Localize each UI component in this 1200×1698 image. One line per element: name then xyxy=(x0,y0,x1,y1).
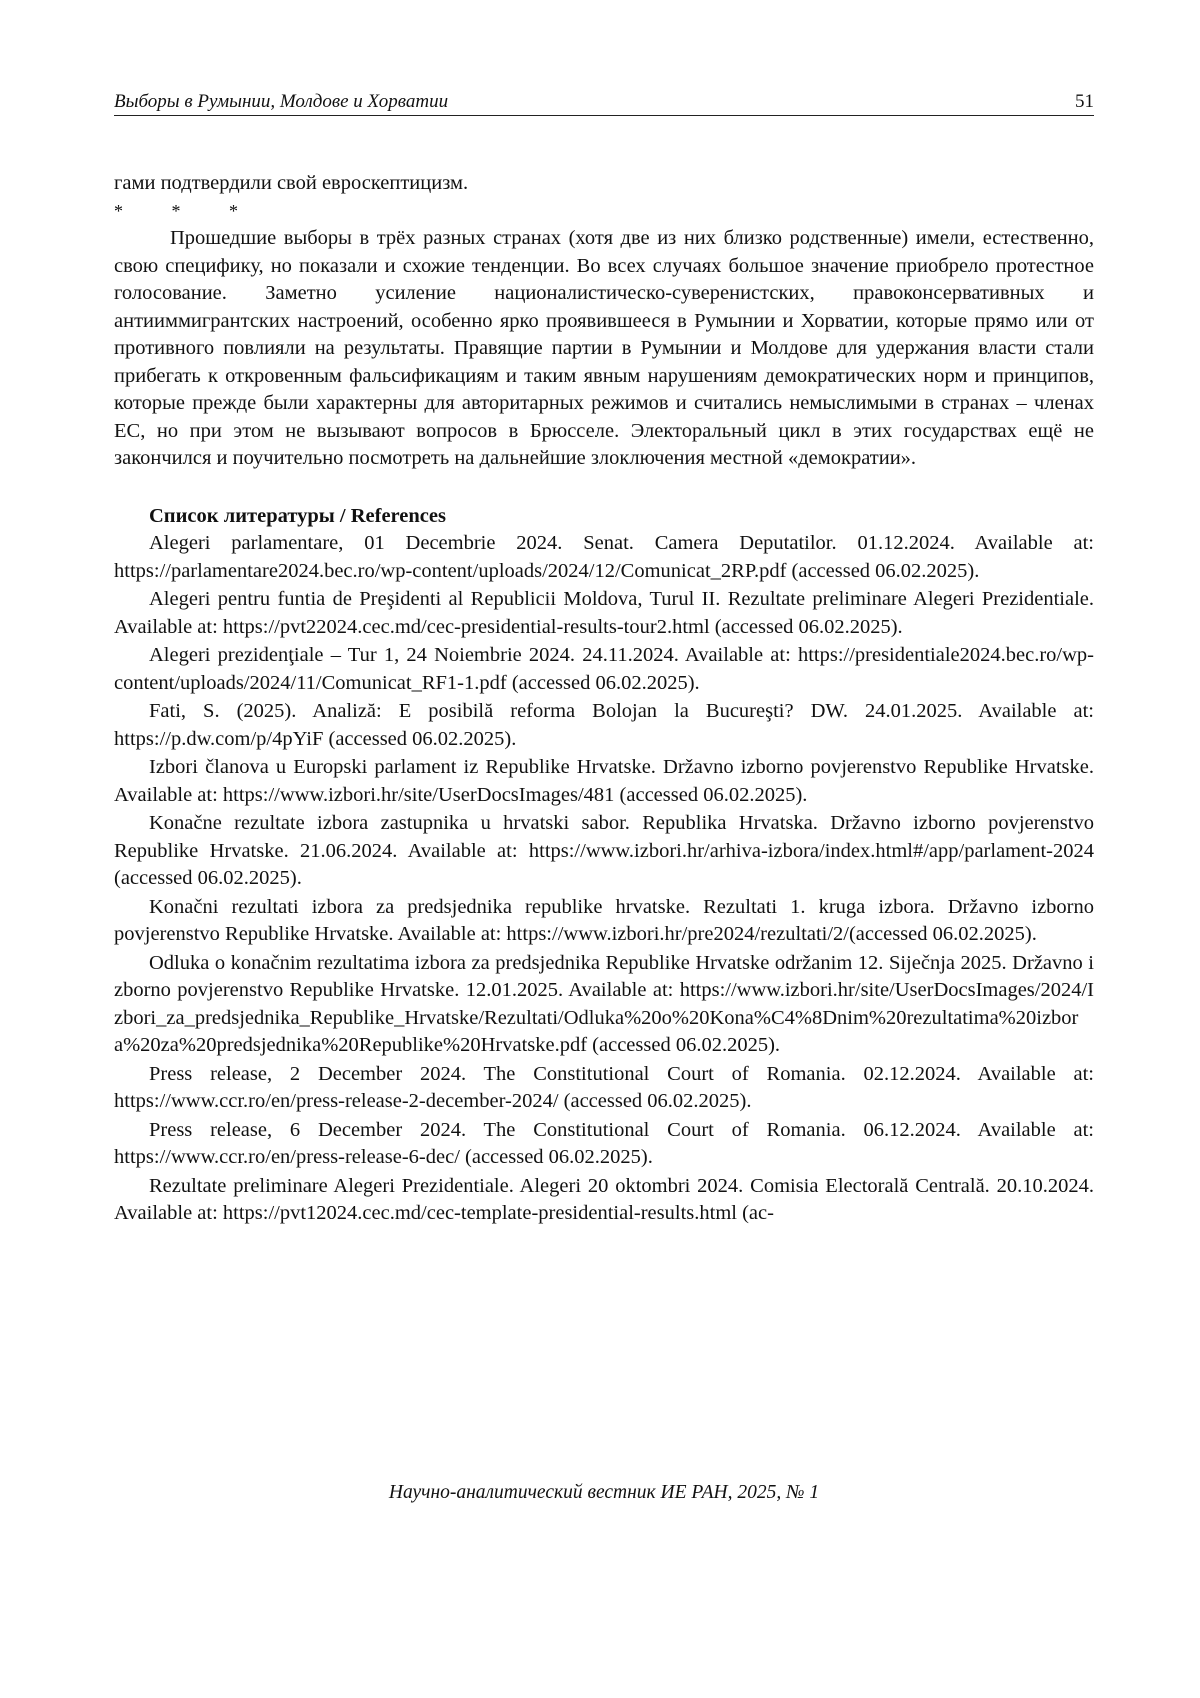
references-heading: Список литературы / References xyxy=(149,504,446,527)
running-header-title: Выборы в Румынии, Молдове и Хорватии xyxy=(114,91,449,112)
page-number: 51 xyxy=(1075,91,1094,112)
body-text xyxy=(114,170,1094,1229)
reference-item: Izbori članova u Europski parlament iz Republike Hrvatske. Državno izborno povjerenstvo Republike Hrvatske. Available at: https://www.izbori.hr/site/UserDocsImages/481 (accessed 06.02.2025). xyxy=(114,756,1094,806)
reference-item: Alegeri pentru funtia de Preşidenti al Republicii Moldova, Turul II. Rezultate preliminare Alegeri Prezidentiale. Available at: https://pvt22024.cec.md/cec-presidential-results-tour2.html (accessed 06.02.2025). xyxy=(114,588,1094,638)
conclusion-paragraph: Прошедшие выборы в трёх разных странах (хотя две из них близко родственные) имели, естественно, свою специфику, но показали и схожие тенденции. Во всех случаях большое значение приобрело протестное голосование. Заметно усиление националистическо-суверенистских, правоконсервативных и антииммигрантских настроений, особенно ярко проявившееся в Румынии и Хорватии, которые прямо или от противного повлияли на результаты. Правящие партии в Румынии и Молдове для удержания власти стали прибегать к откровенным фальсификациям и таким явным нарушениям демократических норм и принципов, которые прежде были характерны для авторитарных режимов и считались немыслимыми в странах – членах ЕС, но при этом не вызывают вопросов в Брюсселе. Электоральный цикл в этих государствах ещё не закончился и поучительно посмотреть на дальнейшие злоключения местной «демократии». xyxy=(114,227,1094,469)
reference-item: Konačne rezultate izbora zastupnika u hrvatski sabor. Republika Hrvatska. Državno izborno povjerenstvo Republike Hrvatske. 21.06.2024. Available at: https://www.izbori.hr/arhiva-izbora/index.html#/app/parlament-2024 (accessed 06.02.2025). xyxy=(114,812,1094,889)
reference-item: Konačni rezultati izbora za predsjednika republike hrvatske. Rezultati 1. kruga izbora. Državno izborno povjerenstvo Republike Hrvatske. Available at: https://www.izbori.hr/pre2024/rezultati/2/(accessed 06.02.2025). xyxy=(114,895,1094,945)
reference-item: Rezultate preliminare Alegeri Prezidentiale. Alegeri 20 oktombri 2024. Comisia Electorală Centrală. 20.10.2024. Available at: https://pvt12024.cec.md/cec-template-presidential-results.html (ac- xyxy=(114,1174,1094,1224)
reference-item: Alegeri parlamentare, 01 Decembrie 2024. Senat. Camera Deputatilor. 01.12.2024. Available at: https://parlamentare2024.bec.ro/wp-content/uploads/2024/12/Comunicat_2RP.pdf (accessed 06.02.2025). xyxy=(114,532,1094,582)
running-footer: Научно-аналитический вестник ИЕ РАН, 2025, № 1 xyxy=(388,1482,820,1503)
reference-item: Alegeri prezidenţiale – Tur 1, 24 Noiembrie 2024. 24.11.2024. Available at: https://presidentiale2024.bec.ro/wp-content/uploads/2024/11/Comunicat_RF1-1.pdf (accessed 06.02.2025). xyxy=(114,644,1094,694)
reference-item: Press release, 6 December 2024. The Constitutional Court of Romania. 06.12.2024. Available at: https://www.ccr.ro/en/press-release-6-dec/ (accessed 06.02.2025). xyxy=(114,1118,1094,1168)
reference-item: Odluka o konačnim rezultatima izbora za predsjednika Republike Hrvatske održanim 12. Siječnja 2025. Državno izborno povjerenstvo Republike Hrvatske. 12.01.2025. Available at: https://www.izbori.hr/site/UserDocsImages/2024/Izbori_za_predsjednika_Republike_Hrvatske/Rezultati/Odluka%20o%20Kona%C4%8Dnim%20rezultatima%20izbora%20za%20predsjednika%20Republike%20Hrvatske.pdf (accessed 06.02.2025). xyxy=(114,951,1094,1056)
continuation-paragraph: гами подтвердили свой евроскептицизм. xyxy=(114,172,469,194)
running-header xyxy=(114,86,1094,116)
reference-item: Press release, 2 December 2024. The Constitutional Court of Romania. 02.12.2024. Available at: https://www.ccr.ro/en/press-release-2-december-2024/ (accessed 06.02.2025). xyxy=(114,1062,1094,1112)
section-separator: * * * xyxy=(114,200,238,221)
reference-item: Fati, S. (2025). Analiză: E posibilă reforma Bolojan la Bucureşti? DW. 24.01.2025. Available at: https://p.dw.com/p/4pYiF (accessed 06.02.2025). xyxy=(114,700,1094,750)
page xyxy=(114,0,1094,1698)
